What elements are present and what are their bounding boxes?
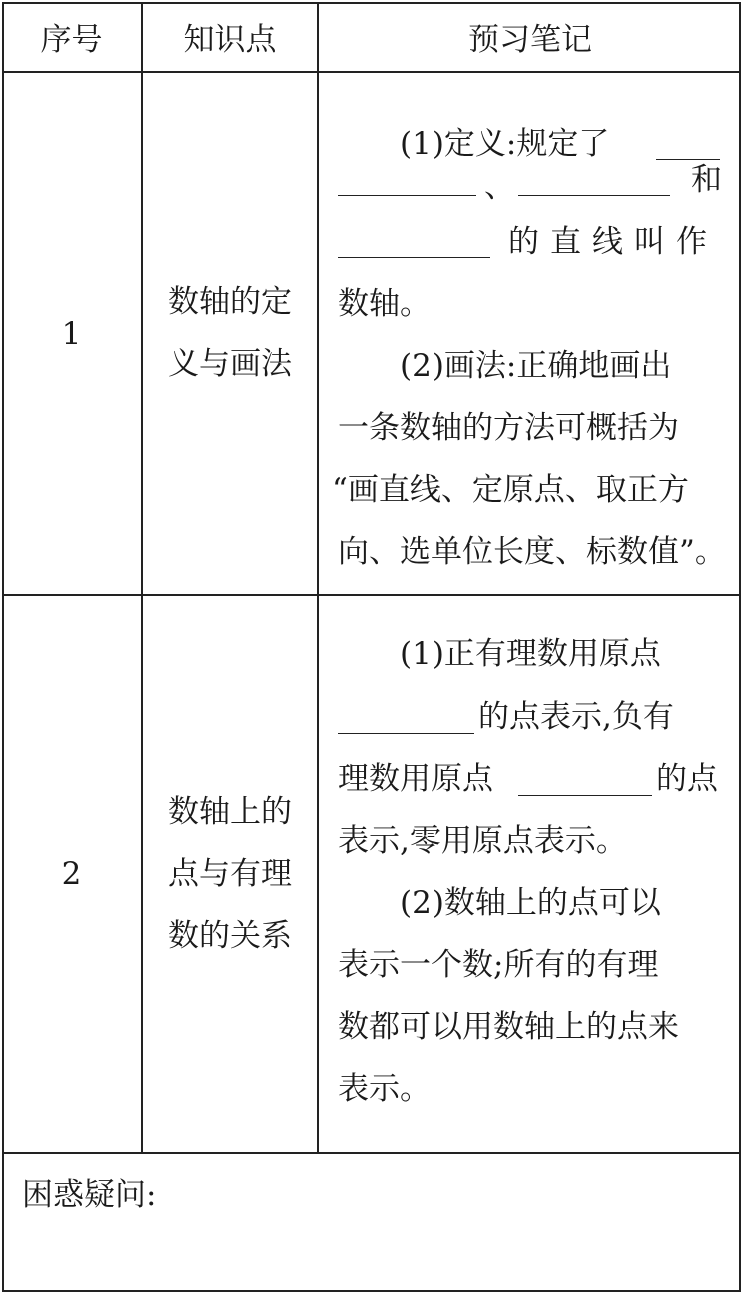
note-line: 向、选单位长度、标数值”。: [338, 534, 726, 570]
fill-blank: [338, 257, 490, 258]
column-divider: [141, 2, 143, 1153]
note-line: 数轴。: [338, 286, 431, 322]
fill-blank: [338, 195, 476, 196]
note-line: 表示一个数;所有的有理: [338, 947, 659, 983]
note-line: 的点表示,负有: [478, 699, 674, 735]
note-line: “画直线、定原点、取正方: [332, 472, 689, 508]
note-line: 表示,零用原点表示。: [338, 823, 627, 859]
note-line: 一条数轴的方法可概括为: [338, 410, 679, 446]
topic-line: 数轴的定: [168, 284, 292, 320]
header-topic: 知识点: [183, 22, 277, 58]
note-line: (2)画法:正确地画出: [400, 348, 672, 384]
fill-blank: [338, 733, 474, 734]
topic-line: 数的关系: [168, 918, 292, 954]
header-number: 序号: [40, 22, 103, 58]
note-line: (2)数轴上的点可以: [400, 885, 661, 921]
note-line: 表示。: [338, 1071, 431, 1107]
note-line: 的直线叫作: [508, 224, 718, 260]
fill-blank: [656, 159, 720, 160]
note-line: (1)正有理数用原点: [400, 636, 661, 672]
note-line: 和: [691, 162, 722, 198]
fill-blank: [518, 795, 652, 796]
topic-line: 数轴上的: [168, 794, 292, 830]
header-notes: 预习笔记: [468, 22, 592, 58]
questions-label: 困惑疑问:: [22, 1177, 157, 1213]
column-divider: [317, 2, 319, 1153]
note-line: (1)定义:规定了: [400, 126, 610, 162]
row-number: 1: [61, 315, 82, 352]
topic-line: 义与画法: [168, 346, 292, 382]
row-number: 2: [61, 856, 82, 892]
topic-line: 点与有理: [168, 856, 292, 892]
note-line: 理数用原点: [338, 761, 493, 797]
note-line: 数都可以用数轴上的点来: [338, 1009, 679, 1045]
note-line: 、: [484, 169, 515, 205]
note-line: 的点: [656, 761, 718, 797]
fill-blank: [518, 195, 670, 196]
footer-divider: [2, 1152, 741, 1154]
